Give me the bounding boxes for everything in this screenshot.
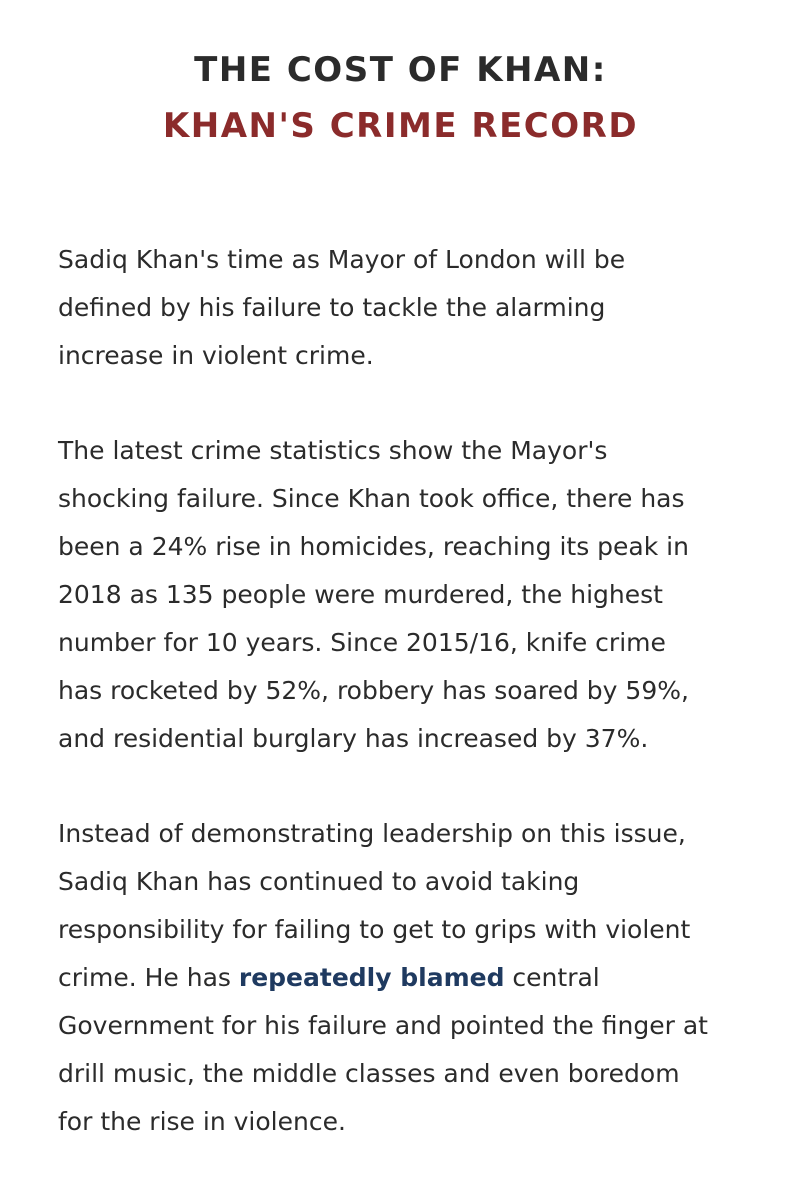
text-line: and residential burglary has increased by 37%. <box>58 724 649 753</box>
title-line-secondary: KHAN'S CRIME RECORD <box>162 106 639 146</box>
text-line: Instead of demonstrating leadership on this issue, <box>58 819 686 848</box>
title-line-primary: THE COST OF KHAN: <box>194 50 607 90</box>
text-line: has rocketed by 52%, robbery has soared by 59%, <box>58 676 689 705</box>
paragraph-intro <box>58 236 758 380</box>
text-fragment: central <box>504 963 600 992</box>
text-line: Sadiq Khan has continued to avoid taking <box>58 867 580 896</box>
text-line: been a 24% rise in homicides, reaching its peak in <box>58 532 689 561</box>
text-line: defined by his failure to tackle the alarming <box>58 293 606 322</box>
text-line: shocking failure. Since Khan took office, there has <box>58 484 685 513</box>
text-line-with-link <box>58 954 758 1002</box>
paragraph-leadership <box>58 810 758 1146</box>
text-line: responsibility for failing to get to grips with violent <box>58 915 691 944</box>
repeatedly-blamed-link[interactable]: repeatedly blamed <box>238 963 505 992</box>
text-fragment: crime. He has <box>58 963 239 992</box>
text-line: for the rise in violence. <box>58 1107 346 1136</box>
text-line: The latest crime statistics show the Mayor's <box>58 436 608 465</box>
text-line: number for 10 years. Since 2015/16, knife crime <box>58 628 666 657</box>
text-line: drill music, the middle classes and even boredom <box>58 1059 680 1088</box>
text-line: Government for his failure and pointed the finger at <box>58 1011 708 1040</box>
article-body <box>58 236 758 1193</box>
text-line: 2018 as 135 people were murdered, the highest <box>58 580 663 609</box>
paragraph-statistics <box>58 427 758 763</box>
text-line: Sadiq Khan's time as Mayor of London will be <box>58 245 626 274</box>
article-title <box>0 42 801 154</box>
text-line: increase in violent crime. <box>58 341 374 370</box>
